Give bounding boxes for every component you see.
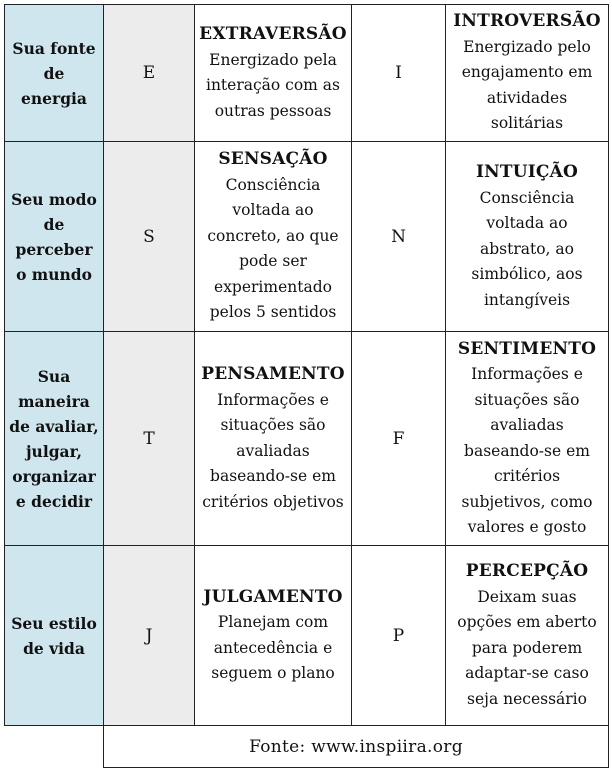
table-row (5, 142, 609, 332)
category-cell: Seu estilo de vida (5, 546, 104, 726)
category-cell: Seu modo de perceber o mundo (5, 142, 104, 332)
preference-title: SENSAÇÃO (218, 149, 328, 170)
letter-cell: S (104, 142, 195, 332)
description-cell (446, 546, 609, 726)
preference-title: PERCEPÇÃO (465, 561, 589, 581)
description-cell (195, 142, 352, 332)
preference-text: Informações e situações são avaliadas baseando-se em critérios objetivos (202, 390, 344, 511)
source-caption: Fonte: www.inspiira.org (104, 726, 609, 768)
table-row (5, 332, 609, 546)
description-cell (195, 546, 352, 726)
preference-title: JULGAMENTO (203, 586, 343, 607)
letter-cell: I (352, 5, 446, 142)
preference-text: Deixam suas opções em aberto para poderem adaptar-se caso seja necessário (457, 587, 597, 708)
letter-cell: F (352, 332, 446, 546)
empty-cell (5, 726, 104, 768)
source-row (5, 726, 609, 768)
preference-title: EXTRAVERSÃO (199, 24, 347, 44)
preference-title: INTUIÇÃO (475, 162, 579, 182)
preference-title: INTROVERSÃO (453, 11, 601, 32)
letter-cell: P (352, 546, 446, 726)
preference-text: Planejam com antecedência e seguem o plano (211, 613, 335, 682)
preference-text: Energizado pelo engajamento em atividades solitárias (461, 37, 593, 133)
letter-cell: N (352, 142, 446, 332)
description-cell (446, 332, 609, 546)
table-row (5, 5, 609, 142)
preference-text: Energizado pela interação com as outras pessoas (205, 50, 340, 120)
preference-text: Consciência voltada ao abstrato, ao simbólico, aos intangíveis (471, 188, 583, 309)
preference-title: SENTIMENTO (457, 338, 597, 359)
table-row (5, 546, 609, 726)
mbti-preferences-table (4, 4, 609, 768)
letter-cell: T (104, 332, 195, 546)
description-cell (446, 142, 609, 332)
category-cell: Sua fonte de energia (5, 5, 104, 142)
letter-cell: J (104, 546, 195, 726)
letter-cell: E (104, 5, 195, 142)
preference-text: Consciência voltada ao concreto, ao que pode ser experimentado pelos 5 sentidos (207, 175, 339, 322)
description-cell (195, 5, 352, 142)
description-cell (195, 332, 352, 546)
preference-title: PENSAMENTO (201, 364, 345, 384)
preference-text: Informações e situações são avaliadas baseando-se em critérios subjetivos, como valores e gosto (461, 365, 593, 536)
category-cell: Sua maneira de avaliar, julgar, organizar e decidir (5, 332, 104, 546)
description-cell (446, 5, 609, 142)
